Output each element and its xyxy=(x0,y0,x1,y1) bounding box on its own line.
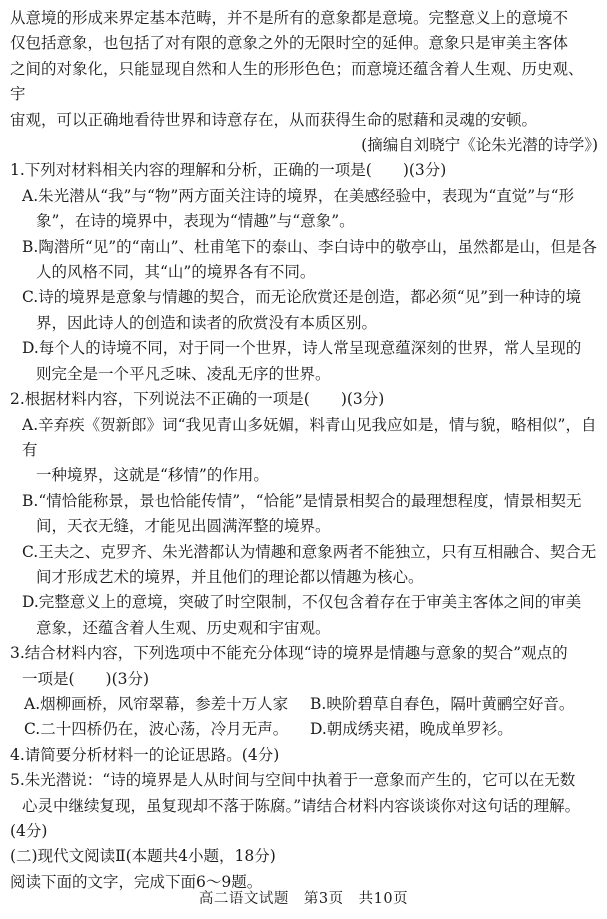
option-b-cont: 间，天衣无缝，才能见出圆满浑整的境界。 xyxy=(36,517,331,536)
option-b: B.陶潜所“见”的“南山”、杜甫笔下的泰山、李白诗中的敬亭山，虽然都是山，但是各 xyxy=(22,237,598,256)
section-title: (二)现代文阅读Ⅱ(本题共4小题，18分) xyxy=(10,847,276,866)
option-d: D.朝成绣夹裙，晚成单罗衫。 xyxy=(310,720,513,739)
option-c-cont: 界，因此诗人的创造和读者的欣赏没有本质区别。 xyxy=(36,313,378,332)
option-a-cont: 一种境界，这就是“移情”的作用。 xyxy=(36,466,269,485)
exam-page xyxy=(10,6,598,895)
question-stem-cont: 一项是( )(3分) xyxy=(22,669,150,688)
option-a: A.烟柳画桥，风帘翠幕，参差十万人家 xyxy=(24,694,289,713)
question-stem: 5.朱光潜说：“诗的境界是人从时间与空间中执着于一意象而产生的，它可以在无数 xyxy=(10,771,576,790)
question-3 xyxy=(10,641,598,743)
option-d: D.每个人的诗境不同，对于同一个世界，诗人常呈现意蕴深刻的世界，常人呈现的 xyxy=(22,339,582,358)
question-points: (4分) xyxy=(10,822,48,840)
question-2 xyxy=(10,387,598,641)
passage-source: (摘编自刘晓宁《论朱光潜的诗学》) xyxy=(361,136,598,155)
question-stem: 4.请简要分析材料一的论证思路。(4分) xyxy=(10,745,280,764)
question-stem: 2.根据材料内容，下列说法不正确的一项是( )(3分) xyxy=(10,390,385,409)
option-d-cont: 意象，还蕴含着人生观、历史观和宇宙观。 xyxy=(36,618,331,637)
option-b-cont: 人的风格不同，其“山”的境界各有不同。 xyxy=(36,263,316,282)
option-a: A.辛弃疾《贺新郎》词“我见青山多妩媚，料青山见我应如是，情与貌，略相似”，自有 xyxy=(22,415,597,459)
option-b: B.映阶碧草自春色，隔叶黄鹂空好音。 xyxy=(310,694,575,713)
option-d: D.完整意义上的意境，突破了时空限制，不仅包含着存在于审美主客体之间的审美 xyxy=(22,593,582,612)
question-4 xyxy=(10,743,598,768)
option-c: C.王夫之、克罗齐、朱光潜都认为情趣和意象两者不能独立，只有互相融合、契合无 xyxy=(22,542,597,561)
passage-line: 仅包括意象，也包括了对有限的意象之外的无限时空的延伸。意象只是审美主客体 xyxy=(10,34,569,53)
passage-line: 宙观，可以正确地看待世界和诗意存在，从而获得生命的慰藉和灵魂的安顿。 xyxy=(10,110,538,129)
passage xyxy=(10,6,598,158)
option-c-cont: 间才形成艺术的境界，并且他们的理论都以情趣为核心。 xyxy=(36,567,424,586)
section-2 xyxy=(10,844,598,895)
option-b: B.“情恰能称景，景也恰能传情”，“恰能”是情景相契合的最理想程度，情景相契无 xyxy=(22,491,582,510)
question-stem: 3.结合材料内容，下列选项中不能充分体现“诗的境界是情趣与意象的契合”观点的 xyxy=(10,644,568,663)
question-stem-cont: 心灵中继续复现，虽复现却不落于陈腐。”请结合材料内容谈谈你对这句话的理解。 xyxy=(22,796,581,815)
passage-line: 从意境的形成来界定基本范畴，并不是所有的意象都是意境。完整意义上的意境不 xyxy=(10,9,569,27)
option-a-cont: 象”，在诗的境界中，表现为“情趣”与“意象”。 xyxy=(36,212,355,231)
options-row xyxy=(10,717,598,742)
option-c: C.诗的境界是意象与情趣的契合，而无论欣赏还是创造，都必须“见”到一种诗的境 xyxy=(22,288,582,307)
option-c: C.二十四桥仍在，波心荡，冷月无声。 xyxy=(24,720,289,739)
option-a: A.朱光潜从“我”与“物”两方面关注诗的境界，在美感经验中，表现为“直觉”与“形 xyxy=(22,186,575,205)
section-instruction: 阅读下面的文字，完成下面6～9题。 xyxy=(10,872,263,891)
question-5 xyxy=(10,768,598,844)
question-1 xyxy=(10,158,598,387)
option-d-cont: 则完全是一个平凡乏味、凌乱无序的世界。 xyxy=(36,364,331,383)
options-row xyxy=(10,692,598,717)
page-footer: 高二语文试题 第3页 共10页 xyxy=(198,891,409,907)
question-stem: 1.下列对材料相关内容的理解和分析，正确的一项是( )(3分) xyxy=(10,161,447,180)
passage-line: 之间的对象化，只能显现自然和人生的形形色色；而意境还蕴含着人生观、历史观、宇 xyxy=(10,59,584,104)
